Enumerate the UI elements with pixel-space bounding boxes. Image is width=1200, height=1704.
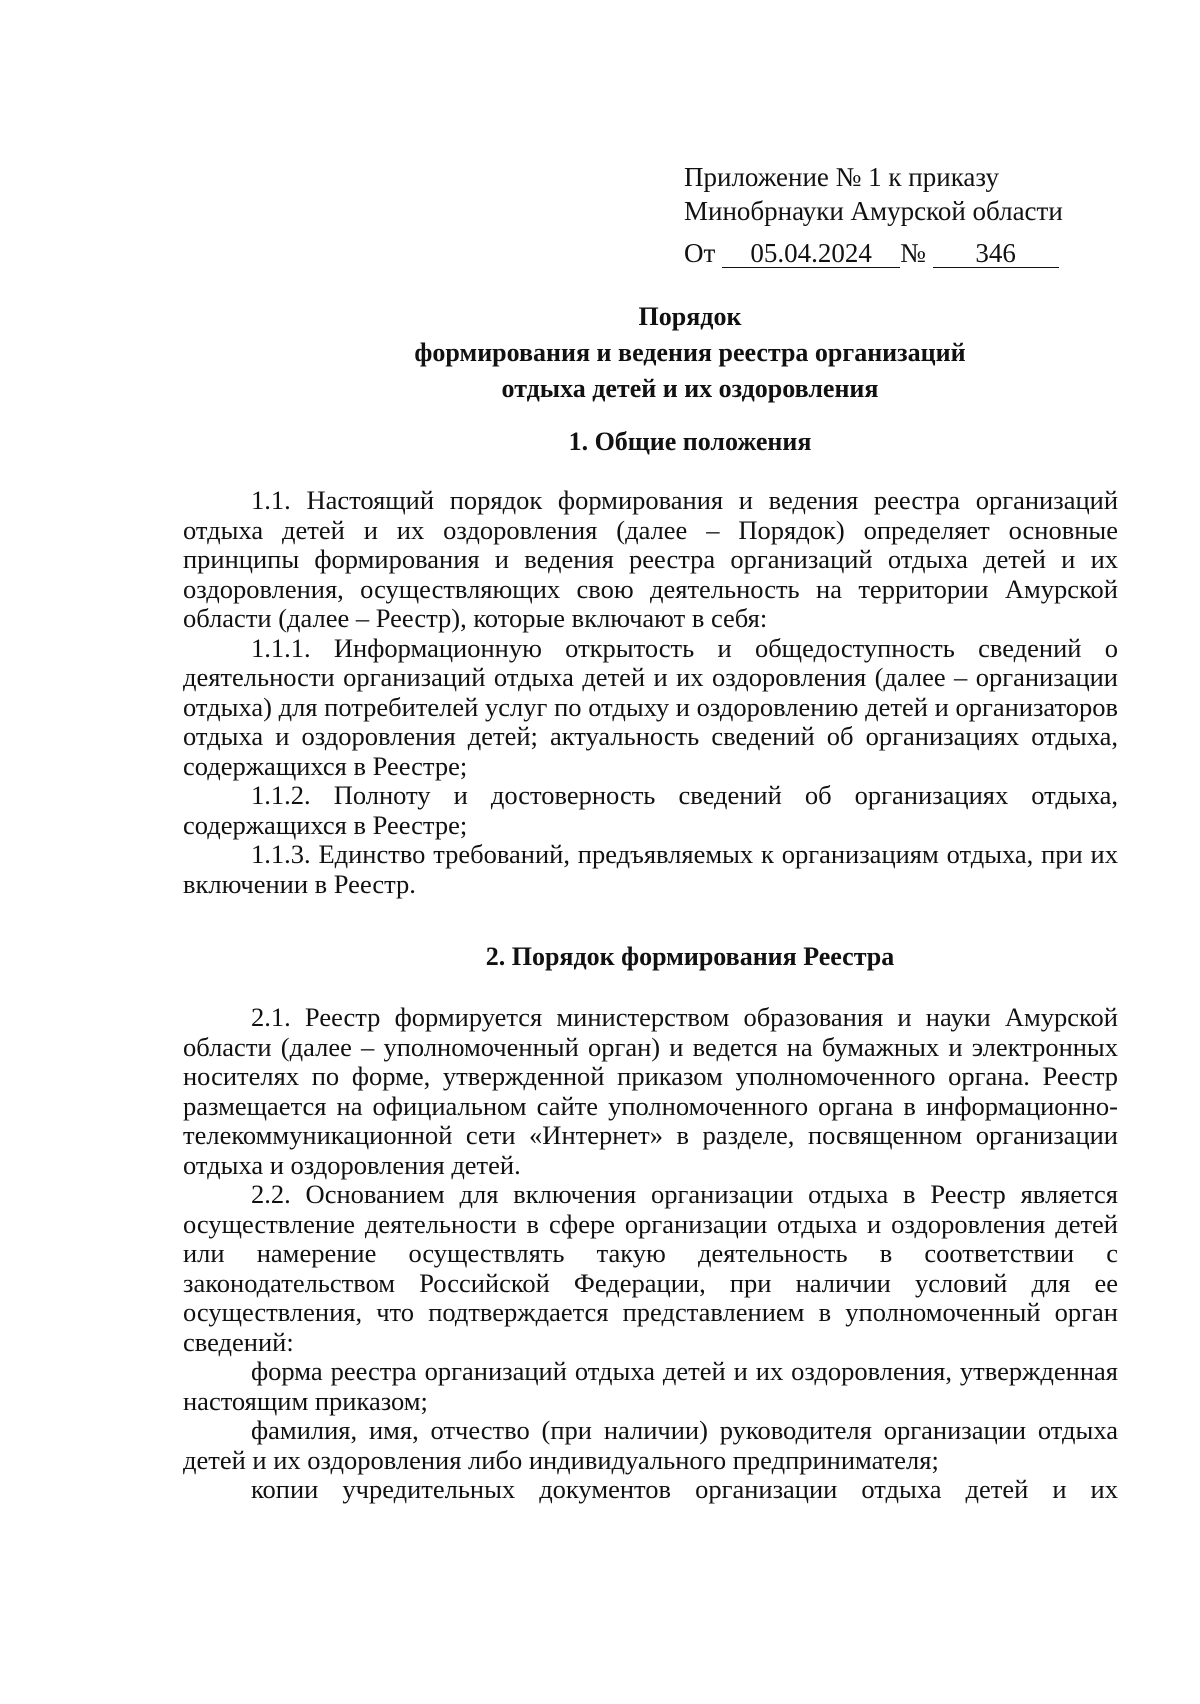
title-line-3: отдыха детей и их оздоровления	[501, 374, 879, 403]
section-2-heading: 2. Порядок формирования Реестра	[485, 942, 895, 971]
paragraph-1-1-2: 1.1.2. Полноту и достоверность сведений об организациях отдыха, содержащихся в Реестре;	[183, 780, 1118, 840]
appendix-line-1: Приложение № 1 к приказу	[684, 162, 999, 192]
section-1-heading: 1. Общие положения	[568, 427, 812, 456]
list-item-manager-name: фамилия, имя, отчество (при наличии) руководителя организации отдыха детей и их оздоровления либо индивидуального предпринимателя;	[183, 1415, 1118, 1475]
appendix-block	[684, 160, 1104, 270]
order-number: 346	[933, 239, 1059, 268]
paragraph-1-1: 1.1. Настоящий порядок формирования и ведения реестра организаций отдыха детей и их оздоровления (далее – Порядок) определяет основные принципы формирования и ведения реестра организаций отдыха детей и их оздоровления, осуществляющих свою деятельность на территории Амурской области (далее – Реестр), которые включают в себя:	[183, 485, 1118, 633]
paragraph-1-1-3: 1.1.3. Единство требований, предъявляемых к организациям отдыха, при их включении в Реестр.	[183, 839, 1118, 899]
section-2-body	[183, 1003, 1118, 1505]
title-line-1: Порядок	[638, 302, 742, 331]
appendix-line-2: Минобрнауки Амурской области	[684, 196, 1063, 226]
appendix-date-line	[684, 236, 1104, 270]
section-1-body	[183, 486, 1118, 899]
document-title	[150, 299, 1200, 407]
number-prefix: №	[900, 238, 926, 268]
paragraph-2-2: 2.2. Основанием для включения организации отдыха в Реестр является осуществление деятельности в сфере организации отдыха и оздоровления детей или намерение осуществлять такую деятельность в соответствии с законодательством Российской Федерации, при наличии условий для ее осуществления, что подтверждается представлением в уполномоченный орган сведений:	[183, 1179, 1118, 1357]
list-item-registry-form: форма реестра организаций отдыха детей и их оздоровления, утвержденная настоящим приказом;	[183, 1356, 1118, 1416]
paragraph-1-1-1: 1.1.1. Информационную открытость и общедоступность сведений о деятельности организаций отдыха детей и их оздоровления (далее – организации отдыха) для потребителей услуг по отдыху и оздоровлению детей и организаторов отдыха и оздоровления детей; актуальность сведений об организациях отдыха, содержащихся в Реестре;	[183, 632, 1118, 781]
date-prefix: От	[684, 238, 716, 268]
title-line-2: формирования и ведения реестра организаций	[414, 338, 966, 367]
paragraph-2-1: 2.1. Реестр формируется министерством образования и науки Амурской области (далее – уполномоченный орган) и ведется на бумажных и электронных носителях по форме, утвержденной приказом уполномоченного органа. Реестр размещается на официальном сайте уполномоченного органа в информационно-телекоммуникационной сети «Интернет» в разделе, посвященном организации отдыха и оздоровления детей.	[183, 1002, 1118, 1180]
order-date: 05.04.2024	[722, 239, 900, 268]
list-item-founding-documents: копии учредительных документов организации отдыха детей и их	[251, 1474, 1118, 1504]
